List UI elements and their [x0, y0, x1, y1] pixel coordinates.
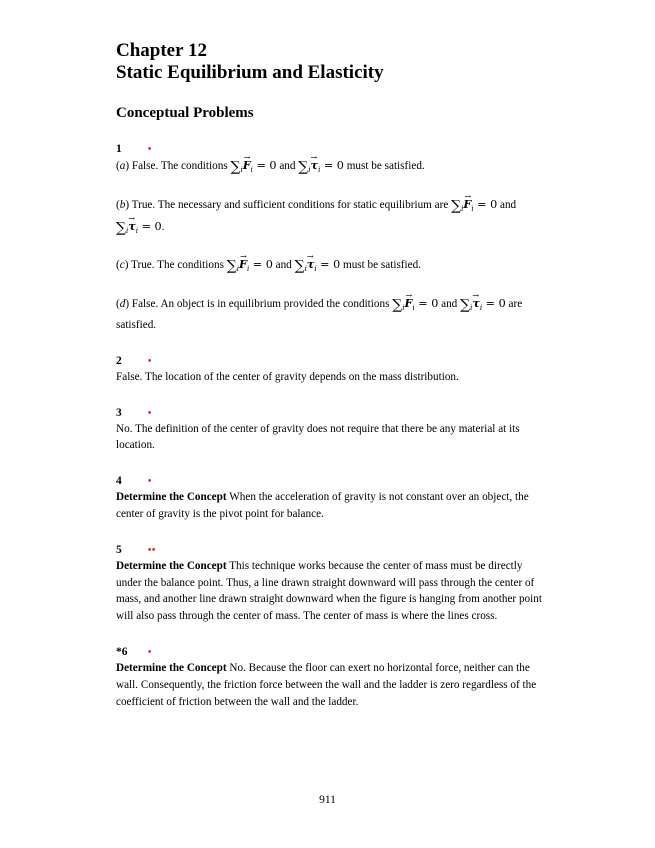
concept-label: Determine the Concept [116, 661, 227, 674]
problem-1c: (c) True. The conditions $\sum_i\to F_i = 0$ and $\sum_i\to \tau_i = 0$ must be satisfied. [116, 256, 546, 278]
problem-text: No. The definition of the center of gravity does not require that there be any material at its location. [116, 422, 520, 452]
difficulty-dots: • [147, 476, 152, 488]
sum-forces-equation: $\sum_i\to F_i = 0$ [392, 297, 438, 310]
problem-header [116, 142, 546, 157]
problem-text: Determine the Concept This technique works because the center of mass must be directly under the balance point. Thus, a line drawn straight downward will pass through the center of mass, and another line drawn straight downward when the figure is hanging from another point will also pass through the center of mass. The center of mass is where the lines cross. [116, 559, 542, 623]
difficulty-dots: • [147, 355, 152, 367]
problem-1b: (b) True. The necessary and sufficient conditions for static equilibrium are $\sum_i\to F_i = 0$ and $\sum_i\to \tau_i = 0$. [116, 196, 546, 240]
difficulty-dots: • [147, 407, 152, 419]
problem-2 [116, 354, 546, 386]
problem-number: 2 [116, 354, 122, 367]
chapter-heading [116, 40, 546, 84]
page-content [116, 40, 546, 710]
problem-header [116, 354, 546, 369]
problem-number: 3 [116, 406, 122, 419]
sum-torques-equation: $\sum_i\to \tau_i = 0$ [295, 258, 341, 271]
sum-torques-equation: $\sum_i\to \tau_i = 0$ [116, 220, 162, 233]
problem-header [116, 645, 546, 660]
problem-header [116, 543, 546, 558]
problem-3 [116, 406, 546, 455]
problem-number: *6 [116, 645, 128, 658]
problem-4 [116, 474, 546, 523]
difficulty-dots: • [147, 646, 152, 658]
sum-forces-equation: $\sum_i\to F_i = 0$ [230, 159, 276, 172]
part-label: d [119, 298, 126, 311]
problem-text: Determine the Concept When the acceleration of gravity is not constant over an object, the center of gravity is the pivot point for balance. [116, 491, 529, 520]
chapter-number: Chapter 12 [116, 40, 207, 61]
problem-header [116, 474, 546, 489]
problem-1 [116, 142, 546, 334]
problem-header [116, 406, 546, 421]
difficulty-dots: •• [147, 544, 156, 556]
problem-6 [116, 645, 546, 710]
concept-label: Determine the Concept [116, 491, 227, 504]
sum-torques-equation: $\sum_i\to \tau_i = 0$ [460, 297, 506, 310]
problem-text: Determine the Concept No. Because the floor can exert no horizontal force, neither can the wall. Consequently, the friction force between the wall and the ladder is zero regardless of the coefficient of friction between the wall and the ladder. [116, 661, 537, 708]
page-number: 911 [319, 794, 336, 806]
problem-1d: (d) False. An object is in equilibrium provided the conditions $\sum_i\to F_i = 0$ and $\sum_i\to \tau_i = 0$ are satisfied. [116, 295, 546, 334]
part-label: c [119, 259, 125, 272]
part-label: b [119, 198, 126, 211]
problem-number: 1 [116, 143, 122, 155]
concept-label: Determine the Concept [116, 559, 227, 572]
sum-forces-equation: $\sum_i\to F_i = 0$ [227, 258, 273, 271]
problem-number: 4 [116, 475, 122, 488]
sum-forces-equation: $\sum_i\to F_i = 0$ [451, 198, 497, 211]
problem-number: 5 [116, 543, 122, 556]
problem-text: False. The location of the center of gravity depends on the mass distribution. [116, 370, 459, 383]
problem-5 [116, 543, 546, 625]
sum-torques-equation: $\sum_i\to \tau_i = 0$ [298, 159, 344, 172]
difficulty-dots: • [147, 144, 152, 155]
part-label: a [119, 160, 126, 172]
problem-1a: (a) False. The conditions $\sum_i\to F_i = 0$ and $\sum_i\to \tau_i = 0$ must be satisfied. [116, 157, 546, 179]
chapter-title: Static Equilibrium and Elasticity [116, 62, 384, 83]
section-title: Conceptual Problems [116, 105, 254, 121]
